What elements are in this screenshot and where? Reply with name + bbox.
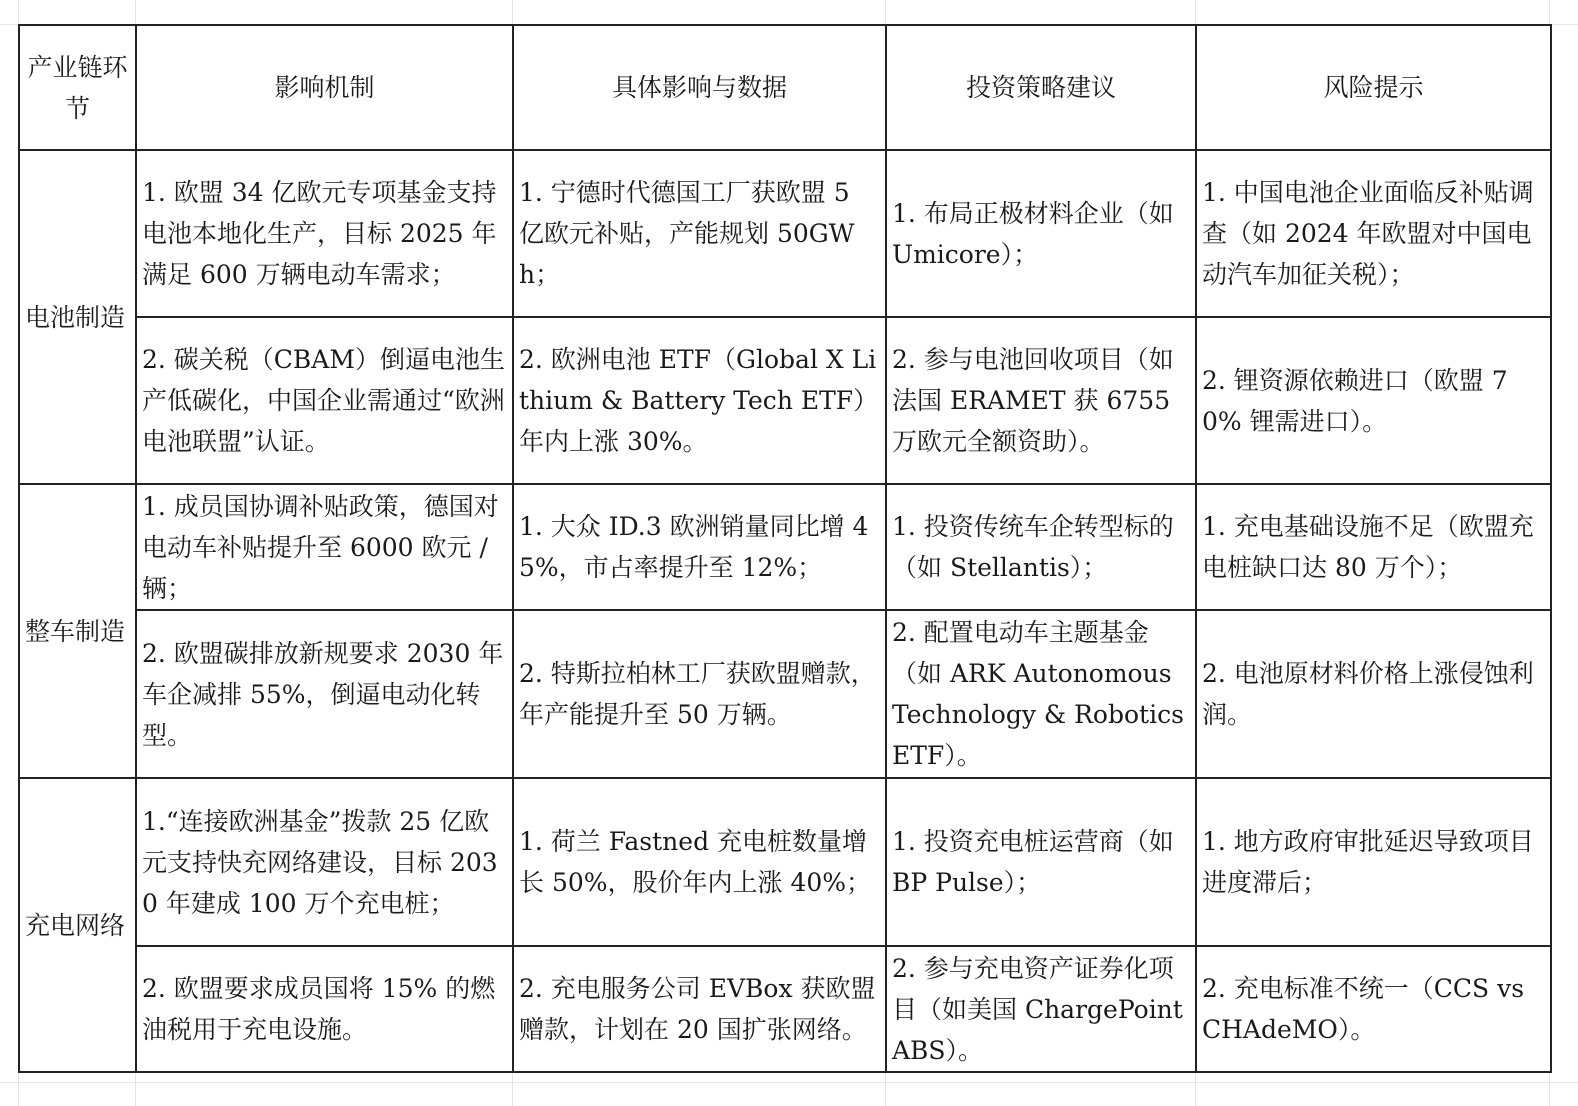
table-row [19,610,1551,778]
table-row [19,484,1551,610]
strategy-cell: 1. 布局正极材料企业（如 Umicore）； [886,150,1196,317]
mechanism-cell: 2. 欧盟碳排放新规要求 2030 年车企减排 55%，倒逼电动化转型。 [136,610,513,778]
policy-impact-table [18,24,1552,1073]
header-segment: 产业链环节 [19,25,136,150]
segment-cell: 整车制造 [19,484,136,778]
risk-cell: 1. 充电基础设施不足（欧盟充电桩缺口达 80 万个）； [1196,484,1551,610]
mechanism-cell: 1.“连接欧洲基金”拨款 25 亿欧元支持快充网络建设，目标 2030 年建成 100 万个充电桩； [136,778,513,946]
impact-cell: 2. 充电服务公司 EVBox 获欧盟赠款，计划在 20 国扩张网络。 [513,946,886,1072]
header-risk: 风险提示 [1196,25,1551,150]
impact-cell: 1. 宁德时代德国工厂获欧盟 5 亿欧元补贴，产能规划 50GWh； [513,150,886,317]
impact-cell: 1. 大众 ID.3 欧洲销量同比增 45%，市占率提升至 12%； [513,484,886,610]
header-row [19,25,1551,150]
table-row [19,150,1551,317]
mechanism-cell: 1. 成员国协调补贴政策，德国对电动车补贴提升至 6000 欧元 / 辆； [136,484,513,610]
impact-cell: 1. 荷兰 Fastned 充电桩数量增长 50%，股价年内上涨 40%； [513,778,886,946]
table-row [19,946,1551,1072]
risk-cell: 1. 中国电池企业面临反补贴调查（如 2024 年欧盟对中国电动汽车加征关税）； [1196,150,1551,317]
risk-cell: 2. 充电标准不统一（CCS vs CHAdeMO）。 [1196,946,1551,1072]
strategy-cell: 2. 参与电池回收项目（如法国 ERAMET 获 6755 万欧元全额资助）。 [886,317,1196,484]
impact-cell: 2. 欧洲电池 ETF（Global X Lithium & Battery Tech ETF）年内上涨 30%。 [513,317,886,484]
risk-cell: 2. 电池原材料价格上涨侵蚀利润。 [1196,610,1551,778]
header-mechanism: 影响机制 [136,25,513,150]
table-row [19,317,1551,484]
strategy-cell: 1. 投资传统车企转型标的（如 Stellantis）； [886,484,1196,610]
strategy-cell: 2. 配置电动车主题基金（如 ARK Autonomous Technology & Robotics ETF）。 [886,610,1196,778]
mechanism-cell: 2. 欧盟要求成员国将 15% 的燃油税用于充电设施。 [136,946,513,1072]
header-strategy: 投资策略建议 [886,25,1196,150]
strategy-cell: 2. 参与充电资产证券化项目（如美国 ChargePoint ABS）。 [886,946,1196,1072]
segment-cell: 充电网络 [19,778,136,1072]
impact-cell: 2. 特斯拉柏林工厂获欧盟赠款，年产能提升至 50 万辆。 [513,610,886,778]
risk-cell: 2. 锂资源依赖进口（欧盟 70% 锂需进口）。 [1196,317,1551,484]
strategy-cell: 1. 投资充电桩运营商（如 BP Pulse）； [886,778,1196,946]
risk-cell: 1. 地方政府审批延迟导致项目进度滞后； [1196,778,1551,946]
mechanism-cell: 1. 欧盟 34 亿欧元专项基金支持电池本地化生产，目标 2025 年满足 600 万辆电动车需求； [136,150,513,317]
table-row [19,778,1551,946]
mechanism-cell: 2. 碳关税（CBAM）倒逼电池生产低碳化，中国企业需通过“欧洲电池联盟”认证。 [136,317,513,484]
segment-cell: 电池制造 [19,150,136,484]
header-impact: 具体影响与数据 [513,25,886,150]
